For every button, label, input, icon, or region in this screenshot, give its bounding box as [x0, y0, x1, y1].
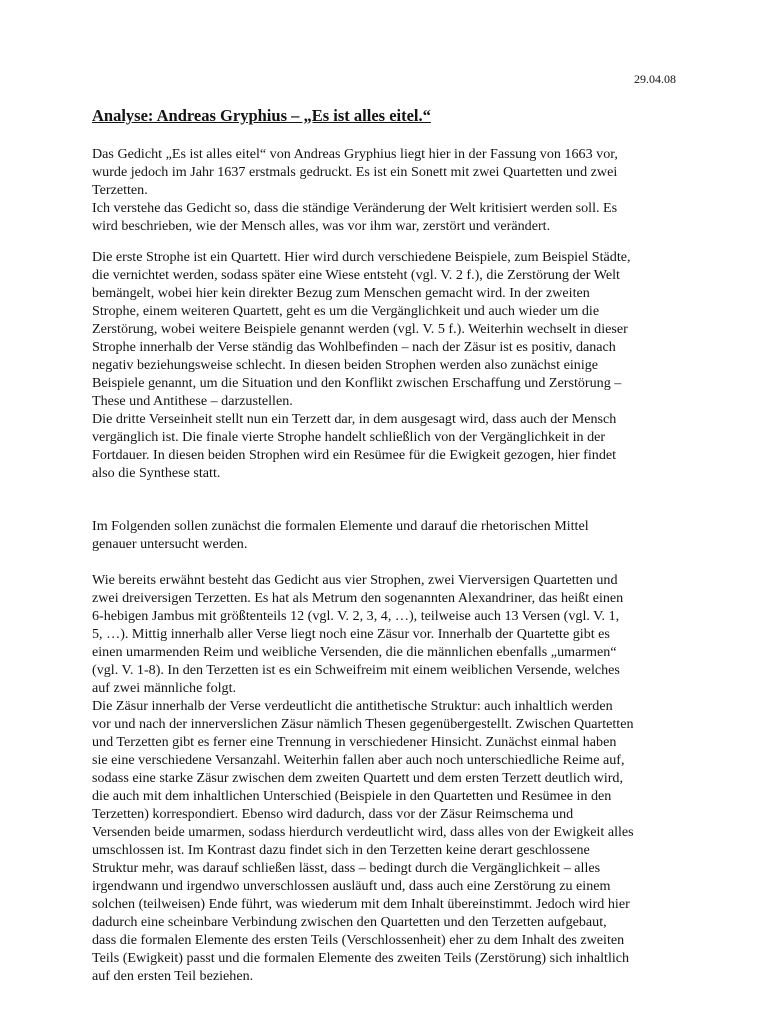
text-line: Teils (Ewigkeit) passt und die formalen Elemente des zweiten Teils (Zerstörung) sich inhaltlich	[92, 950, 630, 966]
text-line: wird beschrieben, wie der Mensch alles, was vor ihm war, zerstört und verändert.	[92, 218, 551, 234]
text-line: sodass eine starke Zäsur zwischen dem zweiten Quartett und dem ersten Terzett deutlich wird,	[92, 770, 623, 786]
text-line: also die Synthese statt.	[92, 465, 221, 481]
content-summary-section	[92, 248, 692, 482]
transition-section	[92, 517, 692, 553]
text-line: dass die formalen Elemente des ersten Teils (Verschlossenheit) eher zu dem Inhalt des zweiten	[92, 932, 625, 948]
text-line: die vernichtet werden, sodass später eine Wiese entsteht (vgl. V. 2 f.), die Zerstörung der Welt	[92, 267, 620, 283]
text-line: irgendwann und irgendwo unverschlossen ausläuft und, dass auch eine Zerstörung zu einem	[92, 878, 611, 894]
text-line: bemängelt, wobei hier kein direkter Bezug zum Menschen gemacht wird. In der zweiten	[92, 285, 590, 301]
text-line: Versenden beide umarmen, sodass hierdurch verdeutlicht wird, dass alles von der Ewigkeit alles	[92, 824, 634, 840]
text-line: Strophe, einem weiteren Quartett, geht es um die Vergänglichkeit und auch wieder um die	[92, 303, 600, 319]
paragraph	[92, 199, 692, 235]
text-line: und Terzetten gibt es ferner eine Trennung in verschiedener Hinsicht. Zunächst einmal haben	[92, 734, 617, 750]
intro-section	[92, 145, 692, 235]
text-line: wurde jedoch im Jahr 1637 erstmals gedruckt. Es ist ein Sonett mit zwei Quartetten und zwei	[92, 164, 618, 180]
text-line: negativ beziehungsweise schlecht. In diesen beiden Strophen werden also zunächst einige	[92, 357, 599, 373]
text-line: Strophe innerhalb der Verse ständig das Wohlbefinden – nach der Zäsur ist es positiv, danach	[92, 339, 616, 355]
text-line: Terzetten) korrespondiert. Ebenso wird dadurch, dass vor der Zäsur Reimschema und	[92, 806, 574, 822]
text-line: einen umarmenden Reim und weibliche Versenden, die die männlichen ebenfalls „umarmen“	[92, 644, 617, 660]
text-line: zwei dreiversigen Terzetten. Es hat als Metrum den sogenannten Alexandriner, das heißt einen	[92, 590, 624, 606]
text-line: auf zwei männliche folgt.	[92, 680, 237, 696]
text-line: die auch mit dem inhaltlichen Unterschied (Beispiele in den Quartetten und Resümee in den	[92, 788, 612, 804]
text-line: dadurch eine scheinbare Verbindung zwischen den Quartetten und den Terzetten aufgebaut,	[92, 914, 607, 930]
text-line: Das Gedicht „Es ist alles eitel“ von Andreas Gryphius liegt hier in der Fassung von 1663 vor,	[92, 146, 618, 162]
text-line: Die erste Strophe ist ein Quartett. Hier wird durch verschiedene Beispiele, zum Beispiel Städte,	[92, 249, 631, 265]
text-line: 5, …). Mittig innerhalb aller Verse liegt noch eine Zäsur vor. Innerhalb der Quartette gibt es	[92, 626, 610, 642]
paragraph	[92, 697, 692, 985]
paragraph	[92, 410, 692, 482]
text-line: (vgl. V. 1-8). In den Terzetten ist es ein Schweifreim mit einem weiblichen Versende, welches	[92, 662, 620, 678]
paragraph	[92, 145, 692, 199]
text-line: Wie bereits erwähnt besteht das Gedicht aus vier Strophen, zwei Vierversigen Quartetten und	[92, 572, 618, 588]
text-line: Die Zäsur innerhalb der Verse verdeutlicht die antithetische Struktur: auch inhaltlich werden	[92, 698, 613, 714]
text-line: Terzetten.	[92, 182, 148, 198]
paragraph	[92, 571, 692, 697]
text-line: Im Folgenden sollen zunächst die formalen Elemente und darauf die rhetorischen Mittel	[92, 518, 589, 534]
document-title: Analyse: Andreas Gryphius – „Es ist alles eitel.“	[92, 106, 431, 125]
paragraph	[92, 248, 692, 410]
formal-analysis-section	[92, 571, 692, 985]
text-line: Zerstörung, wobei weitere Beispiele genannt werden (vgl. V. 5 f.). Weiterhin wechselt in dieser	[92, 321, 628, 337]
text-line: umschlossen ist. Im Kontrast dazu findet sich in den Terzetten keine derart geschlossene	[92, 842, 590, 858]
text-line: 6-hebigen Jambus mit größtenteils 12 (vgl. V. 2, 3, 4, …), teilweise auch 13 Versen (vgl. V. 1,	[92, 608, 620, 624]
text-line: genauer untersucht werden.	[92, 536, 248, 552]
text-line: sie eine verschiedene Versanzahl. Weiterhin fallen aber auch noch unterschiedliche Reime auf,	[92, 752, 625, 768]
text-line: vergänglich ist. Die finale vierte Strophe handelt schließlich von der Vergänglichkeit in der	[92, 429, 606, 445]
text-line: Die dritte Verseinheit stellt nun ein Terzett dar, in dem ausgesagt wird, dass auch der Mensch	[92, 411, 617, 427]
text-line: vor und nach der innerverslichen Zäsur nämlich Thesen gegenübergestellt. Zwischen Quartetten	[92, 716, 634, 732]
text-line: Struktur mehr, was darauf schließen lässt, dass – bedingt durch die Vergänglichkeit – alles	[92, 860, 601, 876]
text-line: solchen (teilweisen) Ende führt, was wiederum mit dem Inhalt übereinstimmt. Jedoch wird hier	[92, 896, 630, 912]
text-line: Beispiele genannt, um die Situation und den Konflikt zwischen Erschaffung und Zerstörung –	[92, 375, 622, 391]
document-date: 29.04.08	[634, 72, 676, 86]
text-line: Fortdauer. In diesen beiden Strophen wird ein Resümee für die Ewigkeit gezogen, hier findet	[92, 447, 617, 463]
paragraph	[92, 517, 692, 553]
text-line: These und Antithese – darzustellen.	[92, 393, 293, 409]
text-line: auf den ersten Teil beziehen.	[92, 968, 254, 984]
text-line: Ich verstehe das Gedicht so, dass die ständige Veränderung der Welt kritisiert werden soll. Es	[92, 200, 618, 216]
